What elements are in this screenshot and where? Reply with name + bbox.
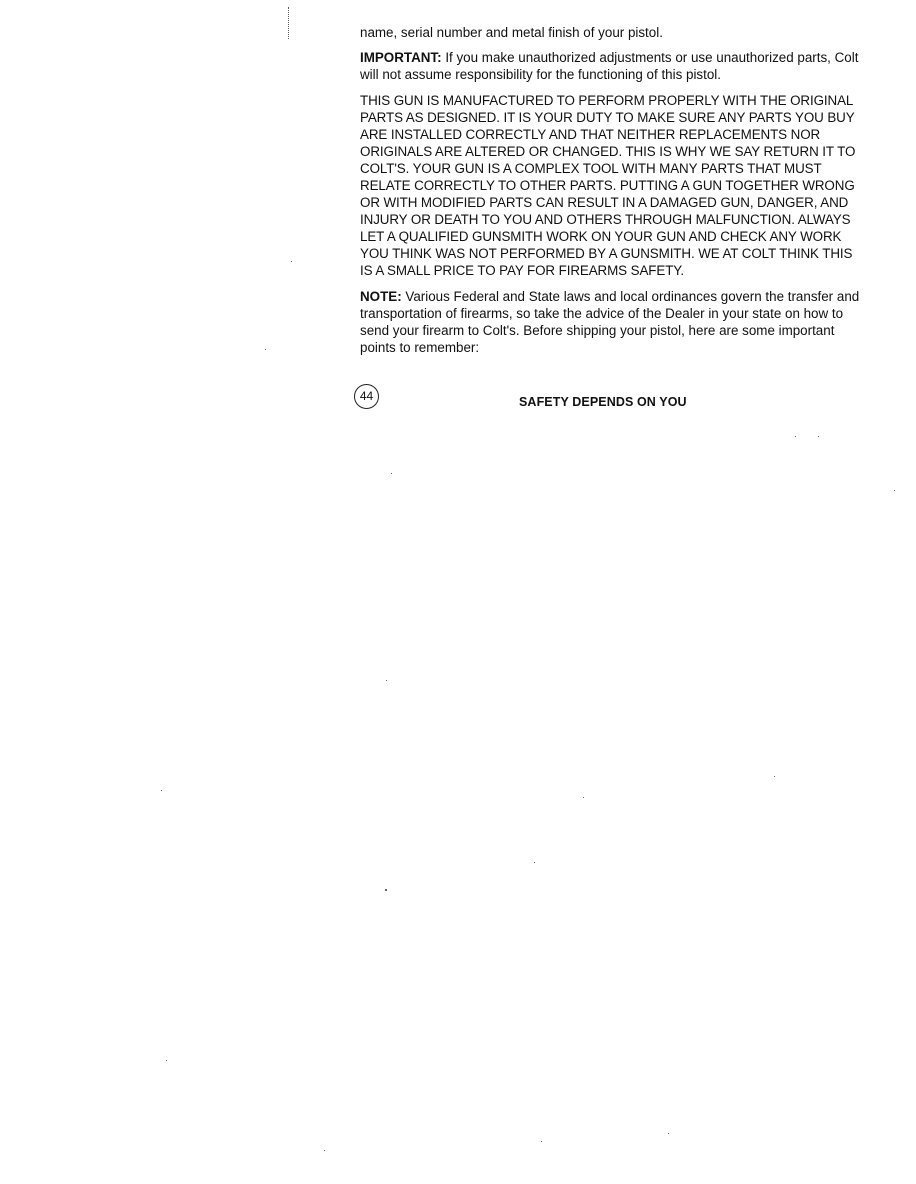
- scan-speck: [668, 1133, 669, 1134]
- scan-speck: [166, 1060, 167, 1061]
- scan-speck: [795, 436, 796, 437]
- scan-speck: [291, 261, 292, 262]
- note-paragraph: [360, 288, 865, 356]
- scan-speck: [386, 680, 387, 681]
- note-label: NOTE:: [360, 289, 402, 304]
- page-number-badge: 44: [354, 384, 379, 409]
- scan-speck: [324, 1150, 325, 1151]
- important-text: If you make unauthorized adjustments or use unauthorized parts, Colt will not assume responsibility for the functioning of this pistol.: [360, 50, 859, 82]
- lead-paragraph: name, serial number and metal finish of your pistol.: [360, 25, 663, 40]
- binding-margin-mark: [288, 7, 290, 39]
- scan-speck: [818, 436, 819, 437]
- document-body: [360, 24, 865, 365]
- scan-speck: [541, 1141, 542, 1142]
- warning-caps-paragraph: THIS GUN IS MANUFACTURED TO PERFORM PROPERLY WITH THE ORIGINAL PARTS AS DESIGNED. IT IS YOUR DUTY TO MAKE SURE ANY PARTS YOU BUY ARE INSTALLED CORRECTLY AND THAT NEITHER REPLACEMENTS NOR ORIGINALS ARE ALTERED OR CHANGED. THIS IS WHY WE SAY RETURN IT TO COLT'S. YOUR GUN IS A COMPLEX TOOL WITH MANY PARTS THAT MUST RELATE CORRECTLY TO OTHER PARTS. PUTTING A GUN TOGETHER WRONG OR WITH MODIFIED PARTS CAN RESULT IN A DAMAGED GUN, DANGER, AND INJURY OR DEATH TO YOU AND OTHERS THROUGH MALFUNCTION. ALWAYS LET A QUALIFIED GUNSMITH WORK ON YOUR GUN AND CHECK ANY WORK YOU THINK WAS NOT PERFORMED BY A GUNSMITH. WE AT COLT THINK THIS IS A SMALL PRICE TO PAY FOR FIREARMS SAFETY.: [360, 93, 856, 278]
- scan-speck: [265, 349, 266, 350]
- scan-speck: [385, 889, 387, 891]
- footer-title: SAFETY DEPENDS ON YOU: [519, 395, 687, 409]
- important-label: IMPORTANT:: [360, 50, 442, 65]
- scan-speck: [583, 797, 584, 798]
- scan-speck: [774, 776, 775, 777]
- note-text: Various Federal and State laws and local ordinances govern the transfer and transportation of firearms, so take the advice of the Dealer in your state on how to send your firearm to Colt's. Before shipping your pistol, here are some important points to remember:: [360, 289, 860, 355]
- scan-speck: [161, 790, 162, 791]
- scan-speck: [894, 490, 895, 491]
- important-paragraph: [360, 49, 865, 83]
- page-footer: [354, 384, 864, 414]
- scan-speck: [391, 473, 392, 474]
- scan-speck: [534, 862, 535, 863]
